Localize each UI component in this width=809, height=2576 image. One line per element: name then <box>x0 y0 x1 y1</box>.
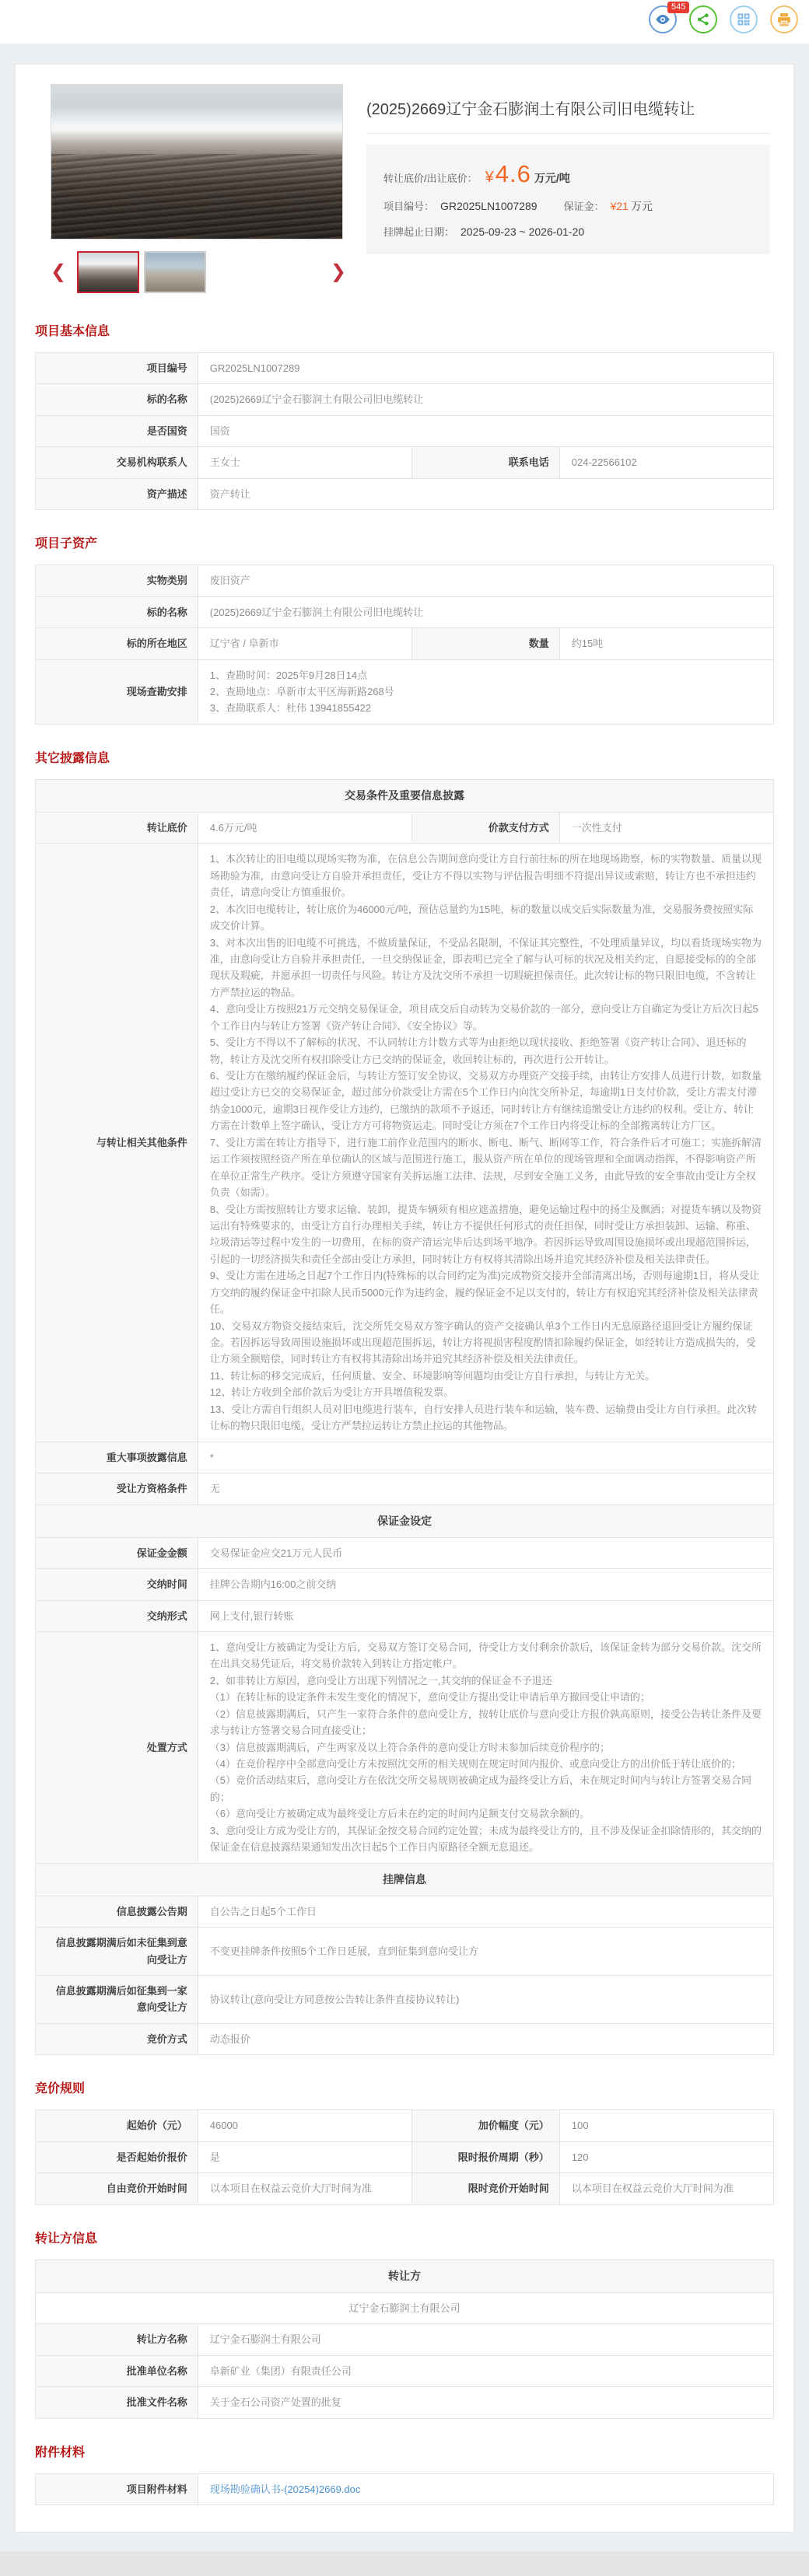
deposit-value: ¥21 <box>610 200 629 212</box>
row-label: 交纳形式 <box>36 1600 198 1631</box>
table-row <box>36 1631 774 1863</box>
eye-icon <box>654 11 671 28</box>
row-value: 阜新矿业（集团）有限责任公司 <box>198 2355 773 2386</box>
row-label: 交纳时间 <box>36 1569 198 1600</box>
row-label: 项目编号 <box>36 353 198 384</box>
table-row <box>36 447 774 478</box>
floor-price-label: 转让底价/出让底价： <box>383 173 478 184</box>
row-value: 辽宁省 / 阜新市 <box>198 628 412 659</box>
table-row <box>36 1537 774 1568</box>
condition-item: 13、受让方需自行组织人员对旧电缆进行装车，自行安排人员进行装车和运输，装车费、运输费由受让方自行承担。此次转让标的物只限旧电缆，受让方严禁拉运转让方禁止拉运的其他物品。 <box>209 1403 758 1432</box>
subtable-header: 保证金设定 <box>36 1505 774 1537</box>
row-label: 转让底价 <box>36 812 198 843</box>
table-header-row <box>36 2260 774 2292</box>
section-sub-asset <box>16 533 793 725</box>
row-value: 资产转让 <box>198 478 773 509</box>
row-value: 废旧资产 <box>198 565 773 596</box>
table-header-row <box>36 1863 774 1896</box>
project-number-value: GR2025LN1007289 <box>440 200 538 212</box>
condition-item: 7、受让方需在转让方指导下，进行施工前作业范围内的断水、断电、断气、断网等工作，符合条件后才可施工；实施拆解清运工作须按照经资产所在单位确认的区域与范围进行施工，服从资产所在单位的现场管理和全面调动指挥，不得影响资产所在单位正常生产秩序。受让方须遵守国家有关拆运施工法律、法规，尽到安全施工义务，由此导致的安全事故由受让方全权负责（如需）。 <box>209 1136 762 1199</box>
main-listing-photo <box>51 84 343 239</box>
qrcode-button[interactable] <box>730 5 758 33</box>
row-label: 实物类别 <box>36 565 198 596</box>
deposit-disposal-text <box>198 1631 773 1863</box>
other-disclosure-table <box>35 779 774 2056</box>
condition-item: 4、意向受让方按照21万元交纳交易保证金，项目成交后自动转为交易价款的一部分，意向受让方自确定为受让方后次日起5个工作日内与转让方签署《资产转让合同》、《安全协议》等。 <box>209 1003 758 1032</box>
table-row <box>36 1473 774 1505</box>
views-button[interactable] <box>649 2 686 33</box>
table-row <box>36 2473 774 2504</box>
section-title-attachments: 附件材料 <box>35 2445 86 2459</box>
row-value: 关于金石公司资产处置的批复 <box>198 2387 773 2418</box>
table-row <box>36 2292 774 2323</box>
table-row <box>36 2023 774 2054</box>
row-value: (2025)2669辽宁金石膨润土有限公司旧电缆转让 <box>198 384 773 415</box>
floor-price-row <box>383 160 753 188</box>
share-button[interactable] <box>689 5 717 33</box>
section-transferor <box>16 2228 793 2419</box>
table-row <box>36 2173 774 2204</box>
table-header-row <box>36 1505 774 1537</box>
printer-icon <box>776 12 792 27</box>
row-label: 与转让相关其他条件 <box>36 844 198 1442</box>
condition-item: 2、本次旧电缆转让，转让底价为46000元/吨，预估总量约为15吨，标的数量以成交后实际数量为准，交易服务费按照实际成交价计算。 <box>209 903 754 932</box>
price-summary-box <box>366 145 770 254</box>
table-row <box>36 1896 774 1927</box>
row-value: 4.6万元/吨 <box>198 812 412 843</box>
table-row <box>36 1569 774 1600</box>
deposit-unit: 万元 <box>630 200 653 212</box>
table-row <box>36 844 774 1442</box>
gallery-next-arrow[interactable]: ❯ <box>330 261 346 282</box>
disposal-item: （6）意向受让方被确定成为最终受让方后未在约定的时间内足额支付交易款余额的。 <box>209 1808 590 1820</box>
row-label: 信息披露期满后如征集到一家意向受让方 <box>36 1976 198 2024</box>
table-row <box>36 2387 774 2418</box>
page-title: (2025)2669辽宁金石膨润土有限公司旧电缆转让 <box>366 84 770 134</box>
table-row <box>36 2355 774 2386</box>
survey-schedule <box>198 659 773 724</box>
bidding-rules-table <box>35 2109 774 2204</box>
row-value: 是 <box>198 2141 412 2172</box>
row-value: 动态报价 <box>198 2023 773 2054</box>
disposal-item: 2、如非转让方原因，意向受让方出现下列情况之一,其交纳的保证金不予退还 <box>209 1674 552 1686</box>
row-label: 信息披露公告期 <box>36 1896 198 1927</box>
table-row <box>36 565 774 596</box>
basic-info-table <box>35 352 774 510</box>
section-bidding-rules <box>16 2078 793 2204</box>
disposal-item: （1）在转让标的设定条件未发生变化的情况下，意向受让方提出受让申请后单方撤回受让申请的； <box>209 1691 650 1704</box>
table-row <box>36 659 774 724</box>
views-count-badge: 545 <box>667 2 689 13</box>
table-row <box>36 2141 774 2172</box>
top-bar <box>0 0 809 44</box>
row-label: 项目附件材料 <box>36 2473 198 2504</box>
section-attachments <box>16 2442 793 2505</box>
section-title-sub: 项目子资产 <box>35 537 98 551</box>
floor-price-unit: 万元/吨 <box>534 172 570 184</box>
condition-item: 5、受让方不得以不了解标的状况、不认同转让方计数方式等为由拒绝以现状接收、拒绝签署《资产转让合同》、退还标的物，转让方及沈交所有权扣除受让方已交纳的保证金，收回转让标的，再次进行公开转让。 <box>209 1036 747 1065</box>
condition-item: 9、受让方需在进场之日起7个工作日内(特殊标的以合同约定为准)完成物资交接并全部清离出场，否则每逾期1日，将从受让方交纳的履约保证金中扣除人民币5000元作为违约金，履约保证金不足以支付的，转让方有权追究其经济补偿及相关法律责任。 <box>209 1270 760 1316</box>
attachment-doc-link[interactable]: 现场勘验确认书-(20254)2669.doc <box>209 2483 361 2495</box>
photo-gallery <box>51 84 346 295</box>
subtable-header: 挂牌信息 <box>36 1863 774 1896</box>
row-label: 保证金金额 <box>36 1537 198 1568</box>
transferor-table <box>35 2260 774 2419</box>
row-value: 国资 <box>198 415 773 446</box>
row-label: 起始价（元） <box>36 2110 198 2141</box>
row-value: 46000 <box>198 2110 412 2141</box>
table-row <box>36 2110 774 2141</box>
row-value: 自公告之日起5个工作日 <box>198 1896 773 1927</box>
floor-price-value: 4.6 <box>495 160 531 187</box>
row-label: 标的所在地区 <box>36 628 198 659</box>
condition-item: 3、对本次出售的旧电缆不可挑选，不做质量保证，不受品名限制，不保证其完整性，不处理质量异议，均以看货现场实物为准，由意向受让方自验并承担责任，一旦交纳保证金，即表明已完全了解与认可标的状况及相关约定，自愿接受标的的全部现状及瑕疵，并愿承担一切责任与风险。转让方及沈交所不承担一切瑕疵担保责任。此次转让标的物只限旧电缆，不含转让方严禁拉运的物品。 <box>209 936 762 998</box>
row-label: 批准单位名称 <box>36 2355 198 2386</box>
row-label: 批准文件名称 <box>36 2387 198 2418</box>
row-label: 限时报价周期（秒） <box>412 2141 559 2172</box>
condition-item: 6、受让方在缴纳履约保证金后，与转让方签订安全协议，交易双方办理资产交接手续，由转让方安排人员进行计数，如数量超过受让方已交的交易保证金，超过部分价款受让方需在5个工作日内向沈交所补足，每逾期1日支付价款，受让方需支付滞纳金1000元，逾期3日视作受让方违约，已缴纳的款项不予返还，同时转让方有继续追缴受让方违约的权利。受让方、转让方需在计数单上签字确认，受让方方可将物资运走。同时受让方须在7个工作日内将受让标的全部搬离转让方厂区。 <box>209 1070 762 1132</box>
table-row <box>36 628 774 659</box>
condition-item: 8、受让方需按照转让方要求运输、装卸，提货车辆须有相应遮盖措施，避免运输过程中的扬尘及飘洒；对提货车辆以及物资运出有特殊要求的，由受让方自行办理相关手续，转让方不提供任何形式的责任担保，同时受让方承担装卸、运输、称重、垃圾清运等过程中发生的一切费用，在标的资产清运完毕后达到场平地净。若因拆运导致周围设施损坏或出现超范围拆运，引起的一切经济损失和责任全部由受让方承担，同时转让方有权将其清除出场并追究其经济补偿及相关法律责任。 <box>209 1203 762 1265</box>
condition-item: 10、交易双方物资交接结束后，沈交所凭交易双方签字确认的资产交接确认单3个工作日内无息原路径退回受让方履约保证金。若因拆运导致周围设施损坏或出现超范围拆运，转让方将视损害程度酌情扣除履约保证金，如经转让方造成损失的，受让方须全额赔偿，同时转让方有权将其清除出场并追究其经济补偿及相关法律责任。 <box>209 1319 756 1365</box>
row-value: 协议转让(意向受让方同意按公告转让条件直接协议转让) <box>198 1976 773 2024</box>
row-value: 无 <box>198 1473 773 1505</box>
row-value: * <box>198 1442 773 1473</box>
table-header-row <box>36 779 774 812</box>
table-row <box>36 384 774 415</box>
row-label: 是否起始价报价 <box>36 2141 198 2172</box>
row-value: 以本项目在权益云竞价大厅时间为准 <box>559 2173 773 2204</box>
thumbnail-1-selected[interactable] <box>77 251 139 293</box>
currency-symbol: ¥ <box>485 169 494 186</box>
row-label: 加价幅度（元） <box>412 2110 559 2141</box>
row-label: 数量 <box>412 628 559 659</box>
disposal-item: 3、意向受让方成为受让方的，其保证金按交易合同约定处置；未成为最终受让方的，且不涉及保证金扣除情形的，其交纳的保证金在信息披露结果通知发出次日起5个工作日内原路径全额无息退还。 <box>209 1824 762 1854</box>
row-value: 网上支付,银行转账 <box>198 1600 773 1631</box>
row-label: 信息披露期满后如未征集到意向受让方 <box>36 1928 198 1976</box>
row-label: 转让方名称 <box>36 2324 198 2355</box>
row-label: 价款支付方式 <box>412 812 559 843</box>
table-row <box>36 812 774 843</box>
table-row <box>36 478 774 509</box>
survey-line: 1、查勘时间：2025年9月28日14点 <box>209 669 368 681</box>
row-value: 以本项目在权益云竞价大厅时间为准 <box>198 2173 412 2204</box>
row-value: 挂牌公告期内16:00之前交纳 <box>198 1569 773 1600</box>
print-button[interactable] <box>770 5 798 33</box>
row-label: 重大事项披露信息 <box>36 1442 198 1473</box>
row-value: 不变更挂牌条件按照5个工作日延展，直到征集到意向受让方 <box>198 1928 773 1976</box>
section-title-transferor: 转让方信息 <box>35 2232 98 2246</box>
row-value: 024-22566102 <box>559 447 773 478</box>
row-label: 竞价方式 <box>36 2023 198 2054</box>
section-title-other: 其它披露信息 <box>35 751 110 765</box>
row-label: 自由竞价开始时间 <box>36 2173 198 2204</box>
disposal-item: （5）竞价活动结束后，意向受让方在依沈交所交易规则被确定成为最终受让方后，未在规定时间内与转让方签署交易合同的； <box>209 1774 751 1803</box>
deposit-label: 保证金： <box>563 201 604 212</box>
section-title-basic: 项目基本信息 <box>35 325 110 338</box>
disposal-item: （3）信息披露期满后，产生两家及以上符合条件的意向受让方时未参加后续竞价程序的； <box>209 1741 610 1753</box>
condition-item: 11、转让标的移交完成后，任何质量、安全、环境影响等问题均由受让方自行承担，与转让方无关。 <box>209 1369 656 1382</box>
row-label: 是否国资 <box>36 415 198 446</box>
section-basic-info <box>16 321 793 510</box>
row-label: 处置方式 <box>36 1631 198 1863</box>
section-title-bidding: 竞价规则 <box>35 2082 86 2096</box>
table-row <box>36 1928 774 1976</box>
disposal-item: 1、意向受让方被确定为受让方后，交易双方签订交易合同，待受让方支付剩余价款后，该保证金转为部分交易价款。沈交所在出具交易凭证后，将交易价款转入到转让方指定帐户。 <box>209 1641 762 1670</box>
row-label: 现场查勘安排 <box>36 659 198 724</box>
subtable-header: 交易条件及重要信息披露 <box>36 779 774 812</box>
table-row <box>36 596 774 627</box>
condition-item: 12、转让方收到全部价款后为受让方开具增值税发票。 <box>209 1386 454 1399</box>
row-value: 100 <box>559 2110 773 2141</box>
row-value: 120 <box>559 2141 773 2172</box>
row-value: GR2025LN1007289 <box>198 353 773 384</box>
survey-line: 2、查勘地点：阜新市太平区海新路268号 <box>209 685 394 697</box>
listing-card <box>15 64 794 2532</box>
transferor-company-name: 辽宁金石膨润土有限公司 <box>36 2292 774 2323</box>
row-label: 标的名称 <box>36 384 198 415</box>
condition-item: 1、本次转让的旧电缆以现场实物为准，在信息公告期间意向受让方自行前往标的所在地现场勘察，标的实物数量、质量以现场勘验为准，由意向受让方自验并承担责任，受让方不得以实物与评估报告明细不符提出异议或索赔，转让方也不承担违约责任，请意向受让方慎重报价。 <box>209 853 762 899</box>
project-number-row <box>383 198 753 214</box>
project-number-label: 项目编号： <box>383 201 435 212</box>
qrcode-icon <box>737 12 751 26</box>
survey-line: 3、查勘联系人：杜伟 13941855422 <box>209 702 372 715</box>
row-value: 辽宁金石膨润土有限公司 <box>198 2324 773 2355</box>
thumbnail-2[interactable] <box>144 251 206 293</box>
row-value: 约15吨 <box>559 628 773 659</box>
table-row <box>36 415 774 446</box>
row-value: 交易保证金应交21万元人民币 <box>198 1537 773 1568</box>
table-row <box>36 1600 774 1631</box>
table-row <box>36 2324 774 2355</box>
floating-action-icons <box>649 2 798 33</box>
listing-dates-row <box>383 224 753 239</box>
sub-asset-table <box>35 564 774 725</box>
listing-summary <box>366 84 770 295</box>
listing-dates-value: 2025-09-23 ~ 2026-01-20 <box>461 225 585 238</box>
gallery-prev-arrow[interactable]: ❮ <box>51 261 67 282</box>
row-label: 受让方资格条件 <box>36 1473 198 1505</box>
disposal-item: （4）在竞价程序中全部意向受让方未按照沈交所的相关规则在规定时间内报价、或意向受让方的出价低于转让底价的； <box>209 1758 741 1770</box>
table-row <box>36 1442 774 1473</box>
table-row <box>36 353 774 384</box>
transfer-conditions-text <box>198 844 773 1442</box>
table-row <box>36 1976 774 2024</box>
listing-dates-label: 挂牌起止日期： <box>383 226 455 238</box>
attachments-table <box>35 2473 774 2505</box>
row-value: (2025)2669辽宁金石膨润土有限公司旧电缆转让 <box>198 596 773 627</box>
thumbnail-row <box>51 250 346 295</box>
row-label: 交易机构联系人 <box>36 447 198 478</box>
listing-header <box>16 65 793 298</box>
row-label: 资产描述 <box>36 478 198 509</box>
row-label: 联系电话 <box>412 447 559 478</box>
row-label: 标的名称 <box>36 596 198 627</box>
share-icon <box>695 12 711 27</box>
page-footer <box>0 2551 809 2576</box>
section-other-disclosure <box>16 748 793 2056</box>
subtable-header: 转让方 <box>36 2260 774 2292</box>
disposal-item: （2）信息披露期满后，只产生一家符合条件的意向受让方，按转让底价与意向受让方报价孰高原则，接受公告转让条件及要求与转让方签署交易合同直接受让； <box>209 1707 762 1737</box>
row-label: 限时竞价开始时间 <box>412 2173 559 2204</box>
row-value: 一次性支付 <box>559 812 773 843</box>
row-value: 王女士 <box>198 447 412 478</box>
